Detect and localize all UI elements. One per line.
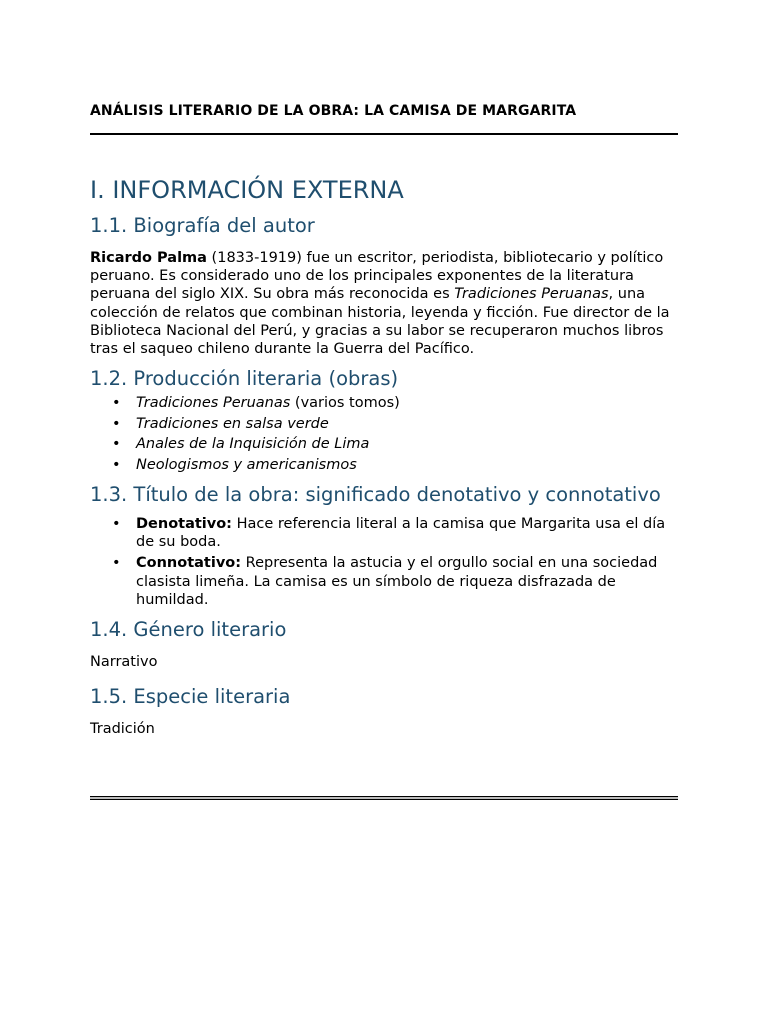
header-rule (90, 133, 678, 135)
genre-heading: 1.4. Género literario (90, 617, 287, 641)
species-heading: 1.5. Especie literaria (90, 685, 291, 709)
list-item (90, 515, 678, 551)
work-title: Tradiciones en salsa verde (136, 415, 329, 432)
work-title: Neologismos y americanismos (136, 456, 357, 473)
production-list (90, 394, 678, 474)
biography-work-title: Tradiciones Peruanas (454, 286, 609, 303)
meaning-text: Hace referencia literal a la camisa que Margarita usa el día de su boda. (136, 515, 666, 551)
title-meaning-list (90, 515, 678, 609)
title-meaning-heading: 1.3. Título de la obra: significado denotativo y connotativo (90, 482, 661, 506)
document-content (90, 173, 678, 738)
list-item (90, 394, 678, 412)
biography-paragraph (90, 249, 678, 358)
work-title: Anales de la Inquisición de Lima (136, 436, 370, 453)
work-title: Tradiciones Peruanas (136, 395, 291, 412)
meaning-label: Denotativo: (136, 515, 232, 532)
meaning-text: Representa la astucia y el orgullo social en una sociedad clasista limeña. La camisa es un símbolo de riqueza disfrazada de humildad. (136, 555, 658, 608)
biography-text-2: , una colección de relatos que combinan historia, leyenda y ficción. Fue director de la Biblioteca Nacional del Perú, y gracias a su labor se recuperaron muchos libros tras el saqueo chileno durante la Guerra del Pacífico. (90, 286, 670, 358)
document-header: ANÁLISIS LITERARIO DE LA OBRA: LA CAMISA DE MARGARITA (90, 103, 577, 119)
list-item (90, 554, 678, 609)
list-item (90, 415, 678, 433)
meaning-label: Connotativo: (136, 555, 242, 572)
section-title: I. INFORMACIÓN EXTERNA (90, 176, 404, 204)
species-value: Tradición (90, 721, 155, 738)
work-note: (varios tomos) (290, 395, 400, 412)
list-item (90, 435, 678, 453)
bottom-rule (90, 796, 678, 800)
production-heading: 1.2. Producción literaria (obras) (90, 367, 399, 391)
author-name: Ricardo Palma (90, 250, 207, 266)
list-item (90, 456, 678, 474)
biography-text-1: (1833-1919) fue un escritor, periodista, bibliotecario y político peruano. Es considerado uno de los principales exponentes de la literatura peruana del siglo XIX. Su obra más reconocida es (90, 250, 664, 303)
biography-heading: 1.1. Biografía del autor (90, 214, 315, 237)
genre-value: Narrativo (90, 653, 158, 670)
